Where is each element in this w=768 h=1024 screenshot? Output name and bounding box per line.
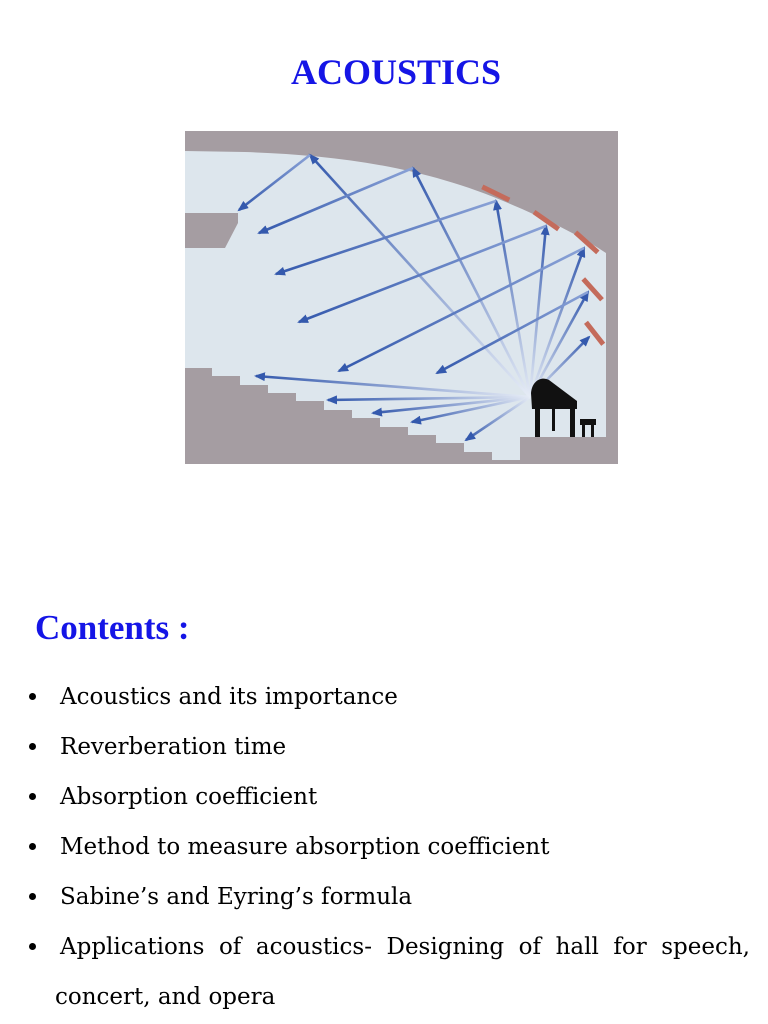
- concert-hall-acoustics-figure: [185, 131, 618, 464]
- contents-item-text: Sabine’s and Eyring’s formula: [60, 884, 413, 910]
- contents-item-text: Acoustics and its importance: [60, 684, 398, 710]
- bullet-icon: [29, 843, 36, 850]
- page-title: ACOUSTICS: [290, 52, 502, 92]
- bullet-icon: [29, 893, 36, 900]
- contents-item: [55, 772, 750, 822]
- contents-item-text: Applications of acoustics- Designing of hall for speech, concert, and opera: [55, 934, 750, 1010]
- contents-item: [55, 722, 750, 772]
- contents-item: [55, 822, 750, 872]
- contents-heading: Contents :: [35, 608, 190, 647]
- bullet-icon: [29, 943, 36, 950]
- hall-illustration: [185, 131, 618, 464]
- contents-item: [55, 872, 750, 922]
- contents-list: [55, 672, 750, 1022]
- contents-item-text: Method to measure absorption coefficient: [60, 834, 550, 860]
- contents-item: [55, 922, 750, 1022]
- contents-item-text: Absorption coefficient: [60, 784, 318, 810]
- contents-item: [55, 672, 750, 722]
- bullet-icon: [29, 693, 36, 700]
- bullet-icon: [29, 793, 36, 800]
- contents-item-text: Reverberation time: [60, 734, 287, 760]
- bullet-icon: [29, 743, 36, 750]
